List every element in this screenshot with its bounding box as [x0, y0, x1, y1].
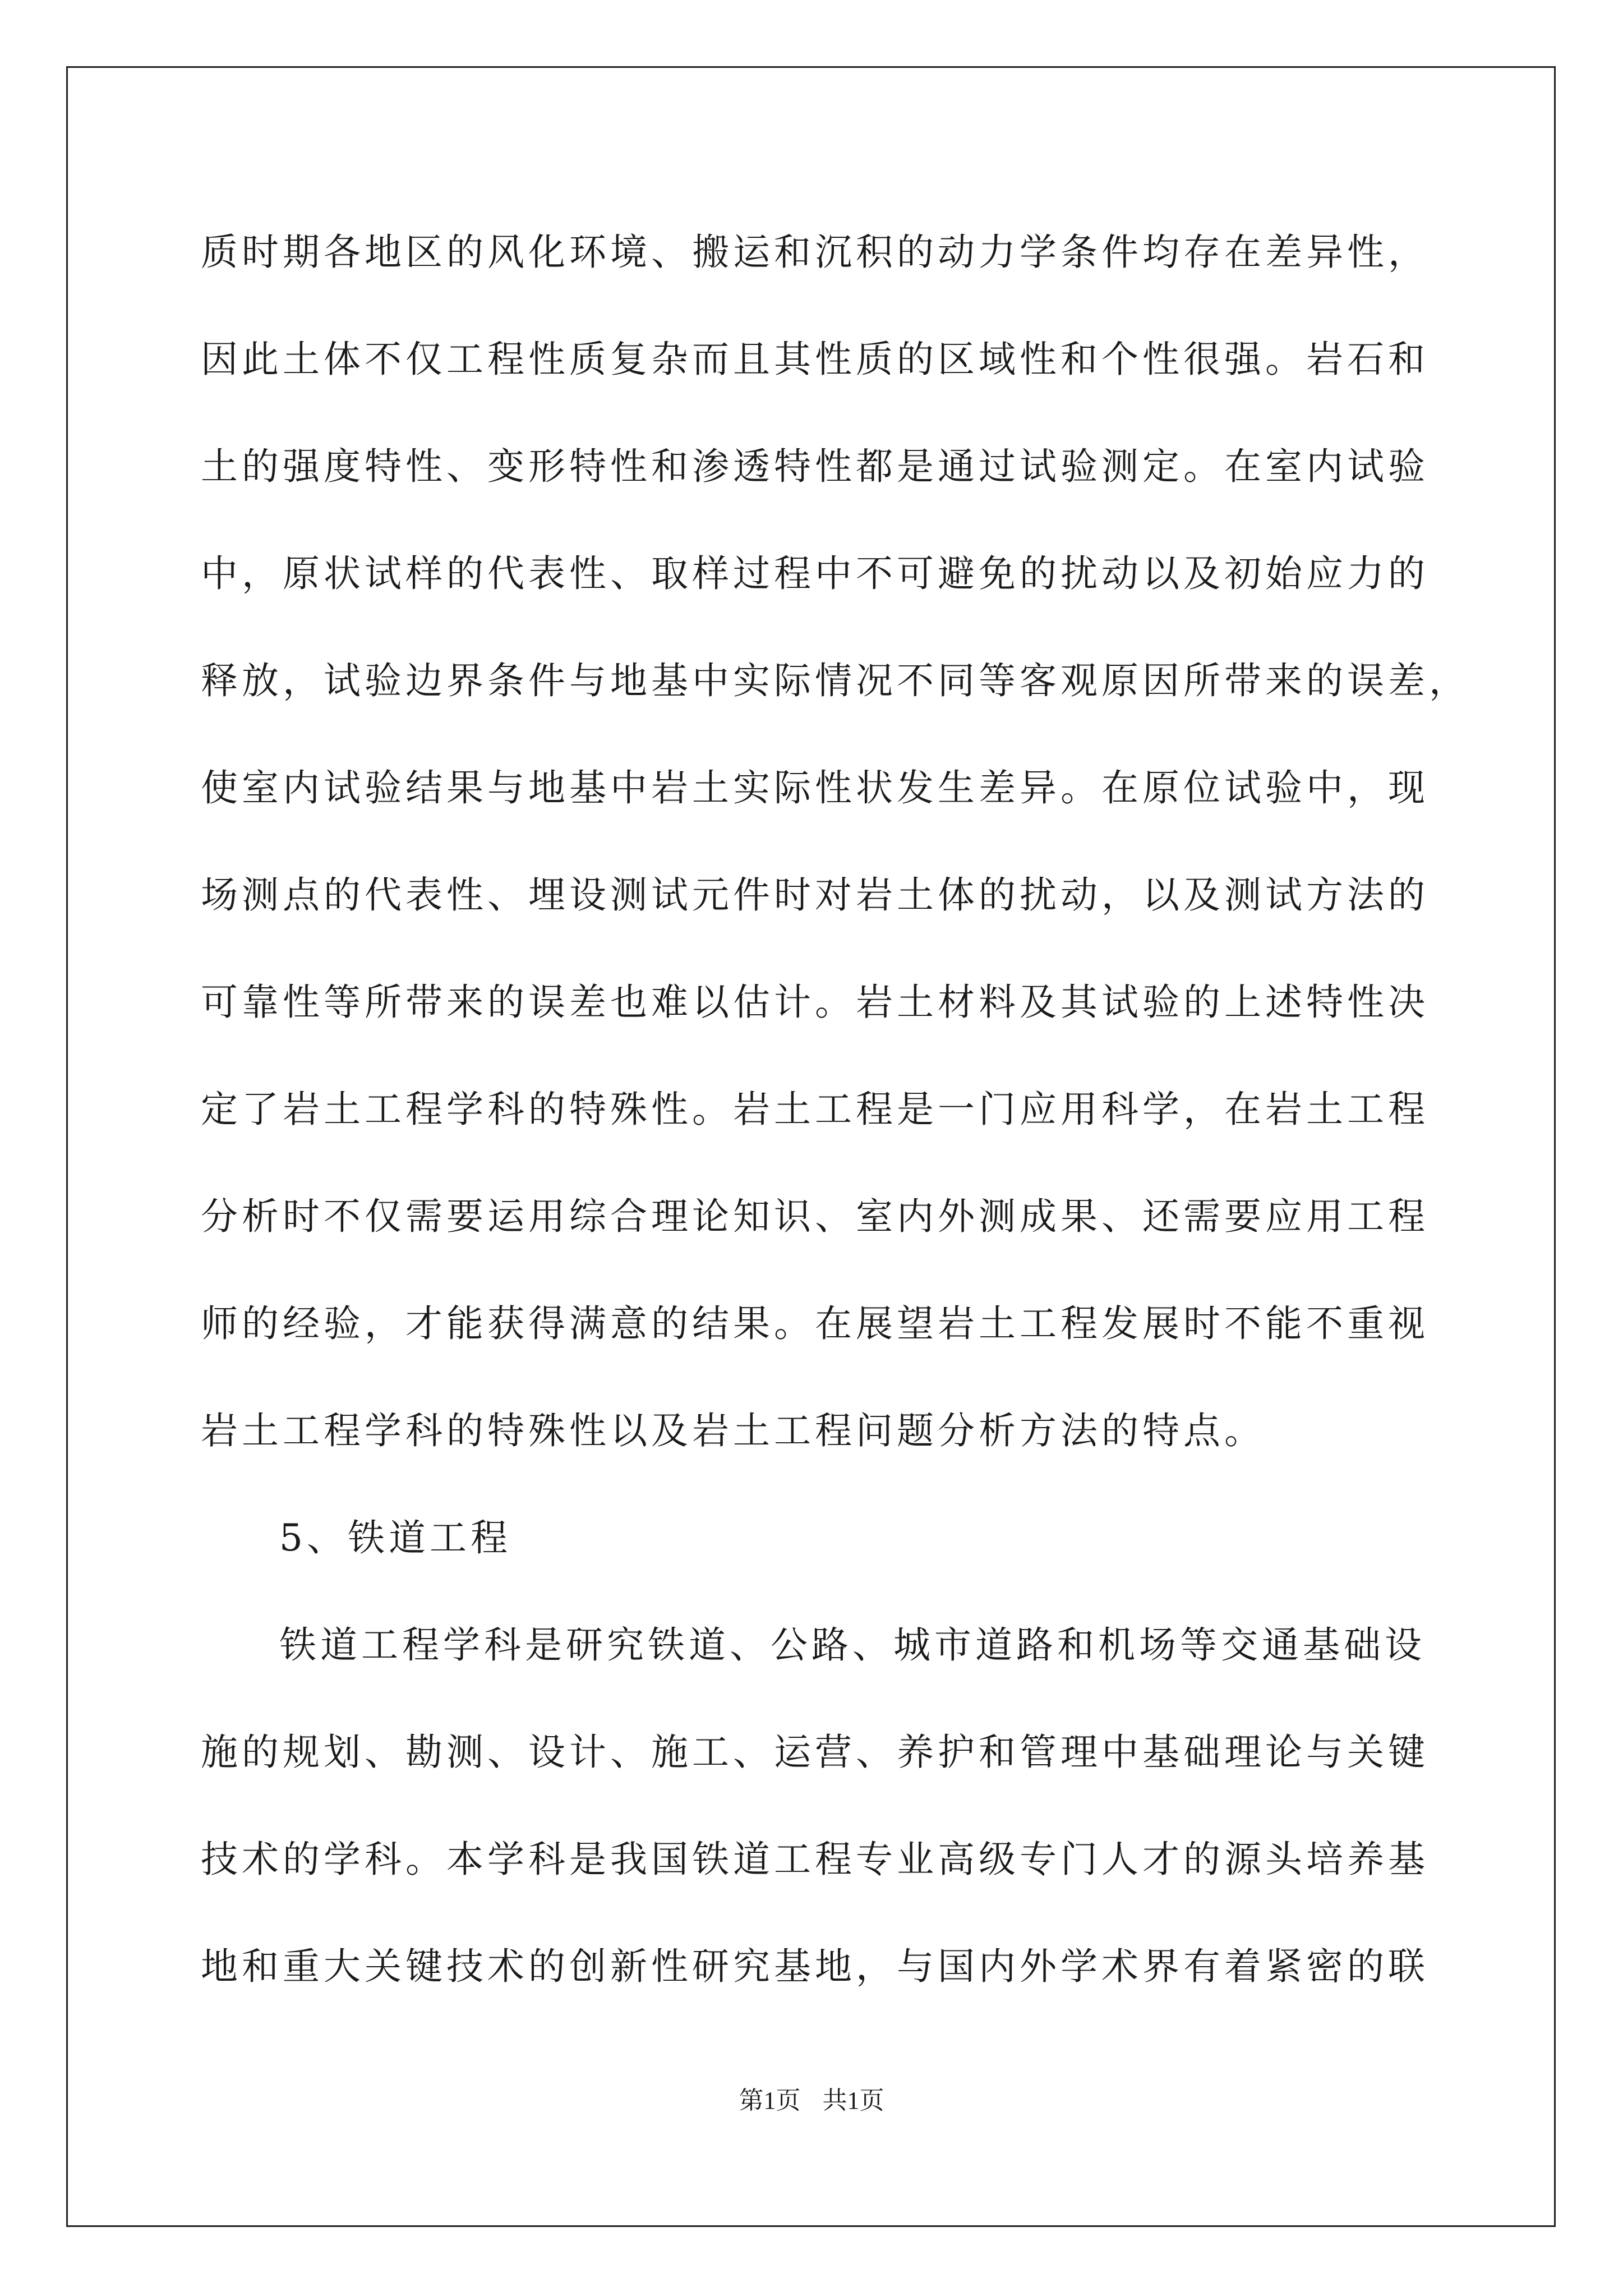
- text-line: 使室内试验结果与地基中岩土实际性状发生差异。在原位试验中，现: [201, 766, 1429, 809]
- page-border: [66, 66, 1556, 2227]
- text-line: 中，原状试样的代表性、取样过程中不可避免的扰动以及初始应力的: [201, 552, 1429, 595]
- text-line: 可靠性等所带来的误差也难以估计。岩土材料及其试验的上述特性决: [201, 981, 1429, 1024]
- text-line: 定了岩土工程学科的特殊性。岩土工程是一门应用科学，在岩土工程: [201, 1088, 1429, 1131]
- text-line: 分析时不仅需要运用综合理论知识、室内外测成果、还需要应用工程: [201, 1195, 1429, 1238]
- text-line: 释放，试验边界条件与地基中实际情况不同等客观原因所带来的误差，: [201, 659, 1470, 702]
- text-line: 土的强度特性、变形特性和渗透特性都是通过试验测定。在室内试验: [201, 445, 1429, 488]
- page-total: 共1页: [822, 2087, 884, 2114]
- text-line: 场测点的代表性、埋设测试元件时对岩土体的扰动，以及测试方法的: [201, 873, 1429, 917]
- text-line: 质时期各地区的风化环境、搬运和沉积的动力学条件均存在差异性，: [201, 231, 1429, 274]
- text-line: 岩土工程学科的特殊性以及岩土工程问题分析方法的特点。: [201, 1409, 1265, 1452]
- text-line: 技术的学科。本学科是我国铁道工程专业高级专门人才的源头培养基: [201, 1838, 1429, 1881]
- text-line: 铁道工程学科是研究铁道、公路、城市道路和机场等交通基础设: [279, 1623, 1426, 1667]
- text-line: 施的规划、勘测、设计、施工、运营、养护和管理中基础理论与关键: [201, 1731, 1429, 1774]
- section-heading: 5、铁道工程: [279, 1516, 511, 1559]
- text-line: 地和重大关键技术的创新性研究基地，与国内外学术界有着紧密的联: [201, 1945, 1429, 1988]
- text-line: 因此土体不仅工程性质复杂而且其性质的区域性和个性很强。岩石和: [201, 338, 1429, 381]
- page-number: 第1页: [739, 2087, 801, 2114]
- page-footer: [0, 2084, 1623, 2118]
- text-line: 师的经验，才能获得满意的结果。在展望岩土工程发展时不能不重视: [201, 1302, 1429, 1345]
